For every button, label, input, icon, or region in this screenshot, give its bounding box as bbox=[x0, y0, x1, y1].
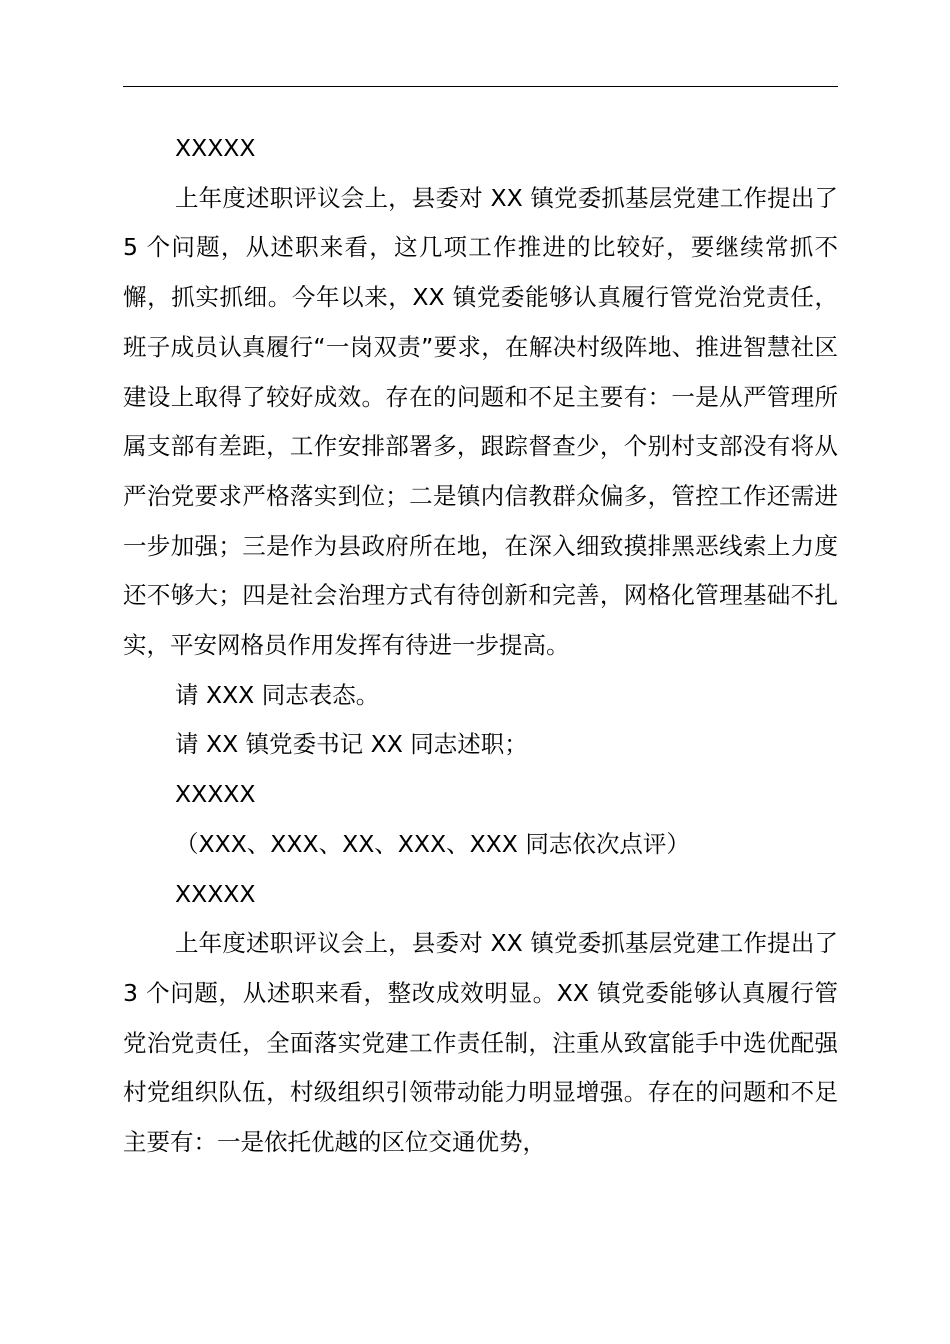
paragraph-review-1: 上年度述职评议会上，县委对 XX 镇党委抓基层党建工作提出了 5 个问题，从述职来看，这几项工作推进的比较好，要继续常抓不懈，抓实抓细。今年以来，XX 镇党委能够认真履行管党治党责任，班子成员认真履行“一岗双责”要求，在解决村级阵地、推进智慧社区建设上取得了较好成效。存在的问题和不足主要有：一是从严管理所属支部有差距，工作安排部署多，跟踪督查少，个别村支部没有将从严治党要求严格落实到位；二是镇内信教群众偏多，管控工作还需进一步加强；三是作为县政府所在地，在深入细致摸排黑恶线索上力度还不够大；四是社会治理方式有待创新和完善，网格化管理基础不扎实，平安网格员作用发挥有待进一步提高。 bbox=[123, 183, 838, 660]
paragraph-heading-1: XXXXX bbox=[175, 134, 256, 162]
document-body bbox=[123, 124, 838, 1168]
paragraph-report-request: 请 XX 镇党委书记 XX 同志述职； bbox=[175, 730, 528, 759]
paragraph-review-2: 上年度述职评议会上，县委对 XX 镇党委抓基层党建工作提出了 3 个问题，从述职来看，整改成效明显。XX 镇党委能够认真履行管党治党责任，全面落实党建工作责任制，注重从致富能手中选优配强村党组织队伍，村级组织引领带动能力明显增强。存在的问题和不足主要有：一是依托优越的区位交通优势， bbox=[123, 929, 838, 1157]
paragraph-heading-2: XXXXX bbox=[175, 780, 256, 809]
paragraph-commenters: （XXX、XXX、XX、XXX、XXX 同志依次点评） bbox=[175, 829, 690, 858]
paragraph-statement-request: 请 XXX 同志表态。 bbox=[175, 680, 380, 709]
header-rule bbox=[123, 86, 838, 87]
paragraph-heading-3: XXXXX bbox=[175, 879, 256, 908]
